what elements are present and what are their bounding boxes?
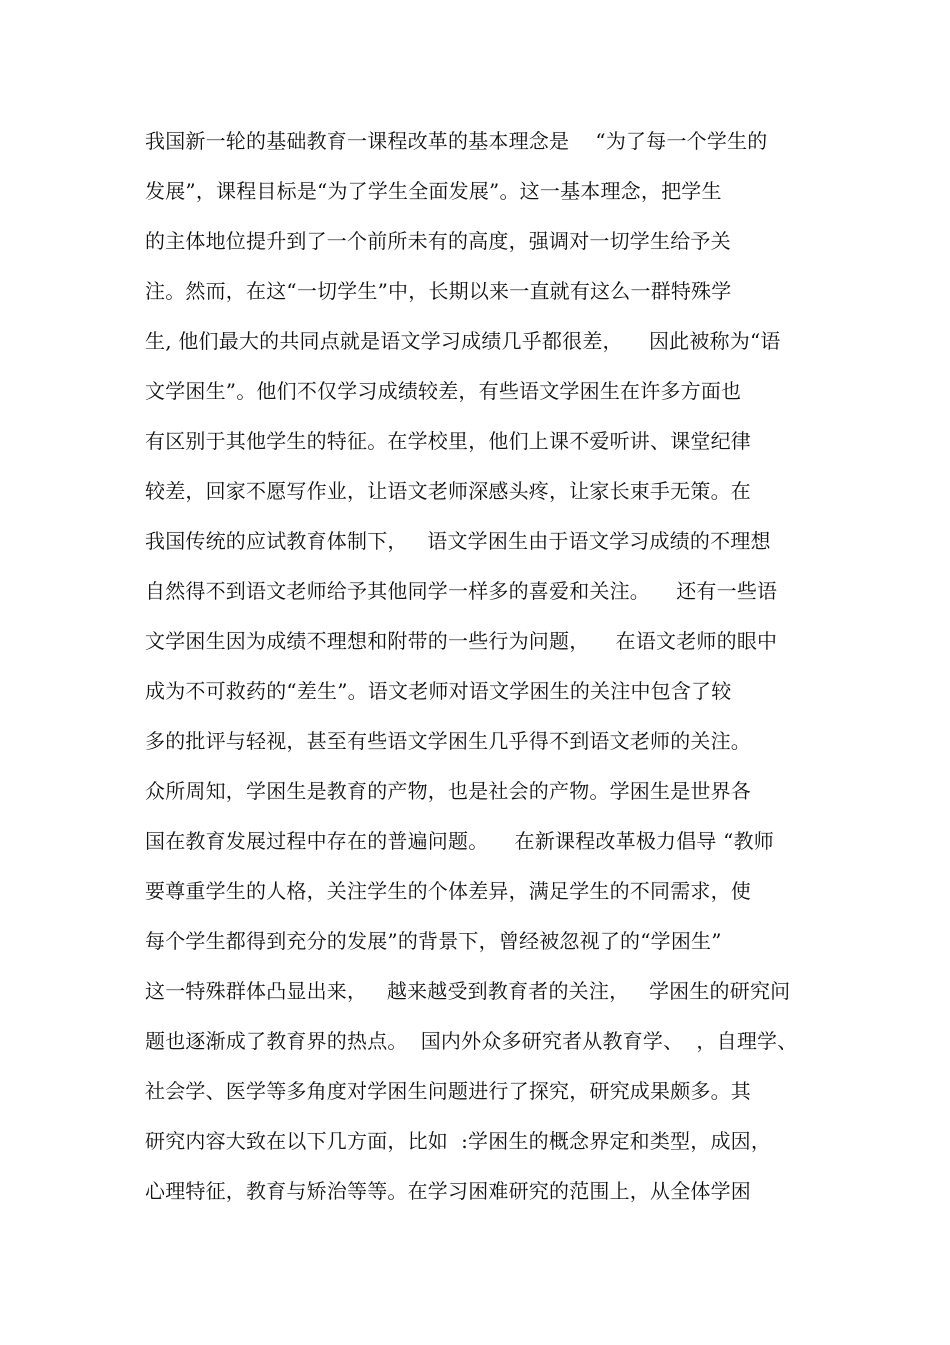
text-line: 我国新一轮的基础教育一课程改革的基本理念是 “为了每一个学生的 bbox=[145, 129, 768, 153]
text-line: 文学困生”。他们不仅学习成绩较差，有些语文学困生在许多方面也 bbox=[145, 379, 742, 403]
text-line: 研究内容大致在以下几方面，比如 :学困生的概念界定和类型，成因， bbox=[145, 1129, 772, 1153]
text-line: 要尊重学生的人格，关注学生的个体差异，满足学生的不同需求，使 bbox=[145, 879, 751, 903]
text-line: 有区别于其他学生的特征。在学校里，他们上课不爱听讲、课堂纪律 bbox=[145, 429, 751, 453]
text-line: 题也逐渐成了教育界的热点。 国内外众多研究者从教育学、 ，自理学、 bbox=[145, 1029, 798, 1053]
text-line: 较差，回家不愿写作业，让语文老师深感头疼，让家长束手无策。在 bbox=[145, 479, 751, 503]
text-line: 成为不可救药的“差生”。语文老师对语文学困生的关注中包含了较 bbox=[145, 679, 732, 703]
text-line: 的主体地位提升到了一个前所未有的高度，强调对一切学生给予关 bbox=[145, 229, 731, 253]
text-line: 这一特殊群体凸显出来， 越来越受到教育者的关注， 学困生的研究问 bbox=[145, 979, 791, 1003]
text-line: 生, 他们最大的共同点就是语文学习成绩几乎都很差， 因此被称为“语 bbox=[145, 329, 781, 353]
text-line: 每个学生都得到充分的发展”的背景下，曾经被忽视了的“学困生” bbox=[145, 929, 722, 953]
text-line: 心理特征，教育与矫治等等。在学习困难研究的范围上，从全体学困 bbox=[145, 1179, 751, 1203]
text-line: 我国传统的应试教育体制下， 语文学困生由于语文学习成绩的不理想 bbox=[145, 529, 771, 553]
text-line: 发展”，课程目标是“为了学生全面发展”。这一基本理念，把学生 bbox=[145, 179, 722, 203]
text-line: 国在教育发展过程中存在的普遍问题。 在新课程改革极力倡导 “教师 bbox=[145, 829, 775, 853]
text-line: 多的批评与轻视，甚至有些语文学困生几乎得不到语文老师的关注。 bbox=[145, 729, 751, 753]
text-line: 自然得不到语文老师给予其他同学一样多的喜爱和关注。 还有一些语 bbox=[145, 579, 778, 603]
text-line: 注。然而，在这“一切学生”中，长期以来一直就有这么一群特殊学 bbox=[145, 279, 732, 303]
text-line: 社会学、医学等多角度对学困生问题进行了探究，研究成果颇多。其 bbox=[145, 1079, 751, 1103]
text-line: 文学困生因为成绩不理想和附带的一些行为问题， 在语文老师的眼中 bbox=[145, 629, 778, 653]
text-line: 众所周知，学困生是教育的产物，也是社会的产物。学困生是世界各 bbox=[145, 779, 751, 803]
